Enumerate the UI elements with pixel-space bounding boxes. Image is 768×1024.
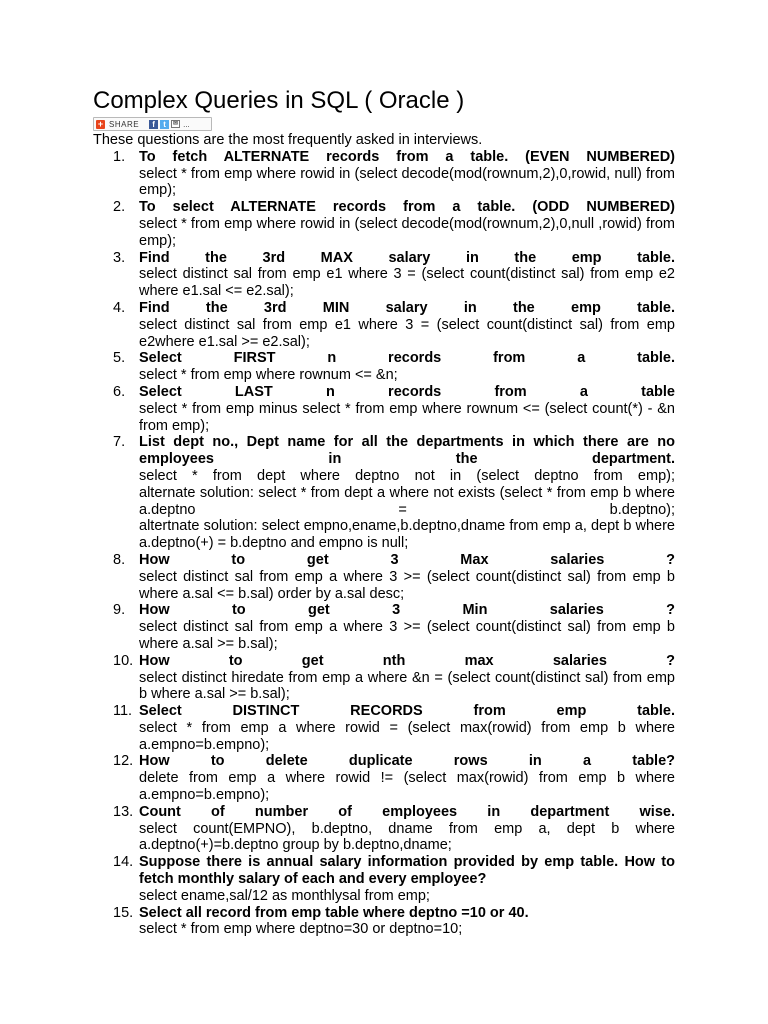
- document-page: [93, 86, 675, 938]
- list-item: [93, 149, 675, 199]
- answer-text: select distinct sal from emp e1 where 3 = (select count(distinct sal) from emp e2where e1.sal >= e2.sal);: [139, 316, 675, 350]
- item-number: 4.: [113, 299, 126, 316]
- answer-text: select distinct hiredate from emp a where &n = (select count(distinct sal) from emp b where a.sal >= b.sal);: [139, 669, 675, 703]
- email-icon[interactable]: ✉: [173, 121, 179, 127]
- item-number: 1.: [113, 148, 126, 165]
- question-text: Find the 3rd MIN salary in the emp table.: [139, 299, 675, 316]
- list-item: [93, 350, 675, 384]
- list-item: [93, 653, 675, 703]
- item-number: 8.: [113, 551, 126, 568]
- question-text: How to get 3 Min salaries ?: [139, 602, 675, 619]
- question-text: How to get 3 Max salaries ?: [139, 551, 675, 568]
- item-number: 13.: [113, 803, 134, 820]
- answer-text: alternate solution: select * from dept a where not exists (select * from emp b where a.deptno = b.deptno);: [139, 484, 675, 518]
- item-number: 12.: [113, 753, 134, 770]
- question-text: Count of number of employees in department wise.: [139, 803, 675, 820]
- item-number: 9.: [113, 602, 126, 619]
- page-title: Complex Queries in SQL ( Oracle ): [93, 87, 465, 114]
- share-widget[interactable]: [93, 117, 212, 131]
- answer-text: select * from emp a where rowid = (select max(rowid) from emp b where a.empno=b.empno);: [139, 719, 675, 753]
- question-list: [93, 149, 675, 938]
- list-item: [93, 854, 675, 904]
- item-number: 3.: [113, 249, 126, 266]
- item-number: 2.: [113, 199, 126, 216]
- answer-text: select distinct sal from emp e1 where 3 = (select count(distinct sal) from emp e2 where e1.sal <= e2.sal);: [139, 266, 675, 300]
- list-item: [93, 250, 675, 300]
- item-number: 6.: [113, 383, 126, 400]
- answer-text: select * from emp where rowid in (select decode(mod(rownum,2),0,rowid, null) from emp);: [139, 165, 675, 199]
- item-number: 5.: [113, 350, 126, 367]
- item-number: 15.: [113, 904, 134, 921]
- intro-text: These questions are the most frequently asked in interviews.: [93, 132, 483, 148]
- answer-text: select distinct sal from emp a where 3 >= (select count(distinct sal) from emp b where a.sal <= b.sal) order by a.sal desc;: [139, 568, 675, 602]
- facebook-icon[interactable]: f: [149, 120, 158, 129]
- question-text: How to get nth max salaries ?: [139, 652, 675, 669]
- list-item: [93, 434, 675, 552]
- question-text: To fetch ALTERNATE records from a table. (EVEN NUMBERED): [139, 148, 675, 165]
- question-text: Suppose there is annual salary information provided by emp table. How to fetch monthly salary of each and every employee?: [139, 854, 675, 888]
- list-item: [93, 804, 675, 854]
- answer-text: select * from dept where deptno not in (select deptno from emp);: [139, 467, 675, 484]
- question-text: List dept no., Dept name for all the departments in which there are no employees in the department.: [139, 434, 675, 468]
- question-text: To select ALTERNATE records from a table. (ODD NUMBERED): [139, 199, 675, 216]
- question-text: Select FIRST n records from a table.: [139, 350, 675, 367]
- question-text: Select LAST n records from a table: [139, 383, 675, 400]
- more-share-options[interactable]: ...: [183, 119, 190, 129]
- item-number: 14.: [113, 854, 134, 871]
- answer-text: select count(EMPNO), b.deptno, dname from emp a, dept b where a.deptno(+)=b.deptno group by b.deptno,dname;: [139, 820, 675, 854]
- answer-text: select * from emp where rownum <= &n;: [139, 367, 398, 384]
- answer-text: select * from emp where rowid in (select decode(mod(rownum,2),0,null ,rowid) from emp);: [139, 215, 675, 249]
- item-number: 11.: [113, 703, 133, 720]
- list-item: [93, 703, 675, 753]
- answer-text: altertnate solution: select empno,ename,b.deptno,dname from emp a, dept b where a.deptno(+) = b.deptno and empno is null;: [139, 518, 675, 552]
- share-label: SHARE: [109, 119, 140, 129]
- answer-text: select distinct sal from emp a where 3 >= (select count(distinct sal) from emp b where a.sal >= b.sal);: [139, 619, 675, 652]
- question-text: How to delete duplicate rows in a table?: [139, 753, 675, 770]
- question-text: Select DISTINCT RECORDS from emp table.: [139, 703, 675, 720]
- list-item: [93, 753, 675, 803]
- answer-text: delete from emp a where rowid != (select max(rowid) from emp b where a.empno=b.empno);: [139, 770, 675, 804]
- list-item: [93, 602, 675, 652]
- answer-text: select ename,sal/12 as monthlysal from emp;: [139, 887, 430, 904]
- question-text: Find the 3rd MAX salary in the emp table.: [139, 249, 675, 266]
- question-text: Select all record from emp table where deptno =10 or 40.: [139, 904, 529, 921]
- item-number: 7.: [113, 434, 126, 451]
- twitter-icon[interactable]: t: [160, 120, 169, 129]
- list-item: [93, 552, 675, 602]
- answer-text: select * from emp where deptno=30 or deptno=10;: [139, 921, 463, 938]
- addthis-plus-icon: +: [97, 118, 104, 129]
- item-number: 10.: [113, 652, 134, 669]
- list-item: [93, 384, 675, 434]
- list-item: [93, 905, 675, 939]
- list-item: [93, 199, 675, 249]
- answer-text: select * from emp minus select * from emp where rownum <= (select count(*) - &n from emp);: [139, 400, 675, 434]
- list-item: [93, 300, 675, 350]
